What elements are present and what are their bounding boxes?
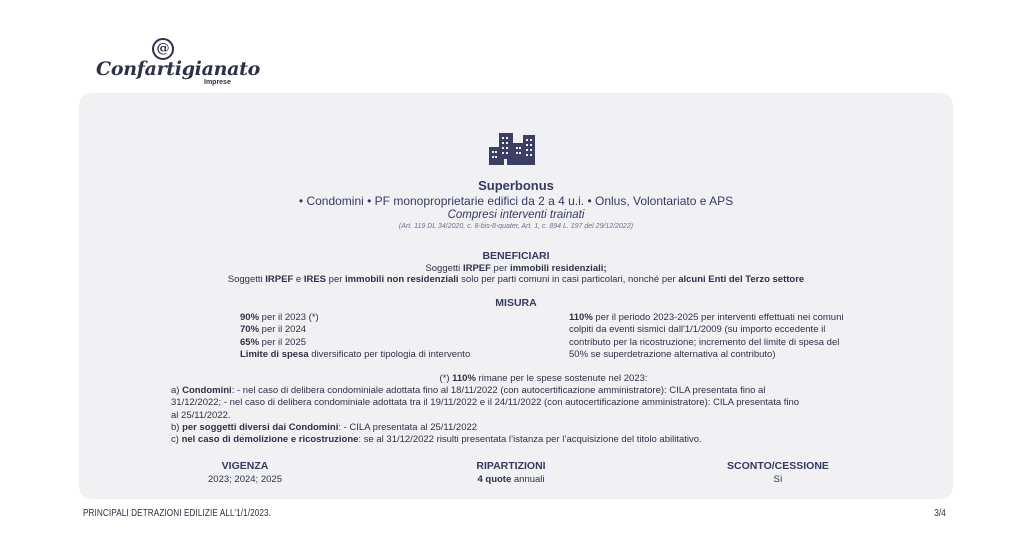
footnote-item-b: b) per soggetti diversi dai Condomini: - CILA presentata al 25/11/2022: [171, 421, 478, 433]
misura-sisma-note: 110% per il periodo 2023-2025 per interventi effettuati nei comuni colpiti da eventi sismici dall'1/1/2009 (su importo eccedente il contributo per la ricostruzione; incremento del limite di spesa del 50% se superdetrazione alternativa al contributo): [569, 312, 844, 360]
buildings-icon: [489, 133, 535, 165]
misura-rate-item: 65% per il 2025: [240, 336, 307, 348]
misura-heading: MISURA: [495, 297, 537, 309]
logo-at-symbol: @: [152, 38, 174, 60]
footnote-title: (*) 110% rimane per le spese sostenute nel 2023:: [439, 373, 648, 384]
confartigianato-logo: [96, 38, 260, 88]
misura-rates-list: [240, 312, 540, 361]
sconto-cessione-block: [678, 460, 878, 485]
section-title: Superbonus: [478, 178, 554, 193]
ripartizioni-block: [411, 460, 611, 485]
footnote-item-c: c) nel caso di demolizione e ricostruzione: se al 31/12/2022 risulti presentata l’istanza per l’acquisizione del titolo abilitativo.: [171, 434, 702, 446]
vigenza-value: 2023; 2024; 2025: [208, 474, 282, 485]
page-number: 3/4: [934, 508, 946, 519]
sconto-cessione-value: Sì: [773, 474, 783, 485]
ripartizioni-label: RIPARTIZIONI: [476, 460, 546, 472]
beneficiari-line-2: Soggetti IRPEF e IRES per immobili non residenziali solo per parti comuni in casi particolari, nonché per alcuni Enti del Terzo settore: [227, 274, 805, 285]
section-subtitle: • Condomini • PF monoproprietarie edifici da 2 a 4 u.i. • Onlus, Volontariato e APS: [298, 194, 734, 208]
footnote-block: (*) 110% rimane per le spese sostenute nel 2023: a) Condomini: - nel caso di delibera condominiale adottata fino al 18/11/2022 (con autocertificazione amministratore): CILA presentata fino al 31/12/2022; - nel caso di delibera condominiale adottata tra il 19/11/2022 e il 24/11/2022 (con autocertificazione amministratore): CILA presentata fino al 25/11/2022. b) per soggetti diversi dai Condomini: - CILA presentata al 25/11/2022 c) nel caso di demolizione e ricostruzione: se al 31/12/2022 risulti presentata l’istanza per l’acquisizione del titolo abilitativo.: [171, 373, 916, 446]
ripartizioni-value: 4 quote annuali: [477, 474, 545, 485]
beneficiari-line-1: Soggetti IRPEF per immobili residenziali;: [425, 263, 607, 274]
misura-rate-item: Limite di spesa diversificato per tipologia di intervento: [240, 348, 471, 360]
section-subtitle-italic: Compresi interventi trainati: [447, 209, 585, 221]
document-title: PRINCIPALI DETRAZIONI EDILIZIE ALL’1/1/2023.: [83, 508, 272, 519]
logo-name: Confartigianato: [96, 58, 260, 80]
misura-rate-item: 70% per il 2024: [240, 324, 307, 336]
vigenza-block: [145, 460, 345, 485]
footnote-item-a: a) Condomini: - nel caso di delibera condominiale adottata fino al 18/11/2022 (con autocertificazione amministratore): CILA presentata fino al: [171, 385, 766, 397]
misura-rate-item: 90% per il 2023 (*): [240, 312, 319, 323]
sconto-cessione-label: SCONTO/CESSIONE: [727, 460, 829, 472]
logo-sub: Imprese: [204, 79, 231, 86]
vigenza-label: VIGENZA: [221, 460, 269, 472]
legal-references: (Art. 119 DL 34/2020, c. 8-bis-8-quater, Art. 1, c. 894 L. 197 del 29/12/2022): [398, 223, 634, 230]
beneficiari-heading: BENEFICIARI: [482, 250, 550, 262]
